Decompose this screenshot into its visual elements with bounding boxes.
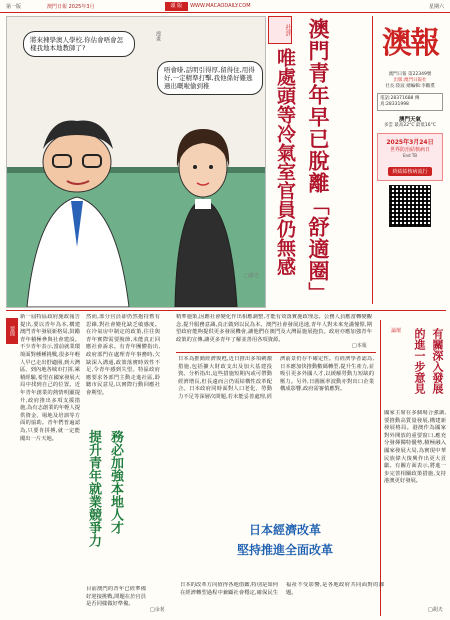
side-headline-1: 提升青年就業競爭力 — [86, 430, 101, 547]
newspaper-logo: 澳報 — [382, 26, 438, 61]
article-column-2: 然而,部分官員卻仍然抱持舊有思維,對社會變化缺乏敏感度。在冷氣房中制定的政策,往往與青年實際需要脫節,未能真正回應社會訴求。有青年團體指出,政府部門在處理青年事務時,欠缺深入溝通,政策落實時效性不足,令青年感到失望。特區政府應要求各部門主動走進社區,聆聽市民意見,以實際行動回應社會期望。 — [86, 314, 160, 396]
site-url: WWW.MACAODAILY.COM — [190, 3, 251, 9]
column-divider — [380, 320, 381, 616]
masthead-editors: 社長:陸波 總編輯:李鵬翥 — [385, 84, 435, 89]
qr-code-icon[interactable] — [389, 185, 431, 227]
forum-logo: 論壇 — [390, 328, 401, 334]
tb-day-promo — [377, 133, 443, 181]
editorial-cartoon — [6, 16, 266, 308]
promo-title: 世界防治結核病日 — [389, 147, 430, 153]
bottom-headline-line-1: 日本經濟改革 — [248, 523, 321, 537]
article-japan-cont: 日本的改革方向值得各地借鑑,特別是如何在經濟轉型過程中兼顧社會穩定,確保民生福祉不受影響,是各地政府共同面對的課題。 — [180, 582, 384, 596]
promo-date: 2025年3月24日 — [386, 139, 434, 146]
article-column-4: 精準施策,因應社會變化作出相應調整,才能有效落實施政理念。公務人員應當轉變觀念,提升服務意識,真正做到以民為本。澳門社會發展迅速,青年人對未來充滿憧憬,期望政府能夠提供更多發展機會,讓他們在澳門及大灣區施展抱負。政府亦應加強青年政策的宣傳,讓更多青年了解並善用各項資源。 — [176, 314, 372, 343]
article-column-2-cont: 目前澳門的青年已經準備好迎接挑戰,問題在於官員是否同樣做好準備。 — [86, 586, 146, 608]
speech-bubble-left: 將來揀學澳人學校,你估會唔會怎樣我地本地教師了? — [23, 31, 135, 57]
byline-1: □余茗 — [150, 607, 165, 613]
main-headline — [268, 16, 368, 316]
horizontal-divider — [6, 310, 446, 311]
top-strip — [0, 0, 450, 13]
byline-2: □本報 — [352, 343, 367, 349]
right-headline: 有關深入發展的進一步意見 — [413, 328, 444, 394]
speech-bubble-right: 唔會啩,話明引得厚,留得住,用得好,一定精準打擊,我他係好難逃過出嘅啦偷到稚 — [157, 61, 263, 95]
headline-line-1: 澳門青年早已脫離「舒適圈」 — [306, 18, 331, 304]
article-right: 國家主席在多個場合強調,要推動高質量發展,構建新發展格局。港澳作為國家對外開放的重要窗口,應充分發揮獨特優勢,積極融入國家發展大局,為實現中華民族偉大復興作出更大貢獻。有關方面表示,將進一步完善相關政策措施,支持港澳更好發展。 — [384, 410, 446, 485]
weather-text: 多雲 最高22°C 最低16°C — [383, 123, 437, 128]
bottom-headline-line-2: 堅持推進全面改革 — [236, 543, 333, 557]
promo-button[interactable]: 終結結核病流行 — [388, 167, 431, 176]
promo-sub: End TB — [402, 153, 418, 158]
masthead-contact: 電話:28371688 傳真:28331998 — [377, 93, 443, 111]
article-column-1: 新一屆特區政府施政報告提出,要以青年為本,構建澳門青年發展新格局,鼓勵青年積極參與社會建設。不少青年表示,當前就業環境面對種種挑戰,很多年輕人早已走出舒適圈,到大灣區、到內地各城市打拼,累積經驗,希望在國家發展大局中找到自己的位置。近年青年創業的熱情明顯提升,政府推出多項支援措施,為有志創業的年輕人提供資金、場地及培訓等方面的協助。青年們普遍認為,只要肯拼搏,就一定能闖出一片天地。 — [20, 314, 80, 442]
page-label: 第一版 — [6, 3, 22, 10]
section-label: 頭 版 — [165, 2, 189, 11]
headline-line-2: 唯處頭等冷氣室官員仍無感 — [274, 48, 296, 276]
column-tag: 要聞 — [6, 318, 18, 344]
masthead-issue: 澳門日報 第22349號 — [388, 72, 432, 77]
weekday: 星期六 — [428, 3, 444, 10]
bottom-headline — [190, 522, 380, 558]
cartoon-signature: □歐光 — [244, 273, 259, 279]
byline-3: □胡夫 — [428, 607, 443, 613]
masthead — [372, 16, 447, 304]
top-date: 澳門日報 2025年3月 — [47, 3, 95, 10]
editorial-tag: 社評 — [268, 16, 292, 44]
masthead-publisher: 出版:澳門日報社 — [393, 78, 427, 83]
cartoon-label: 漫畫 — [155, 31, 161, 41]
side-headline-2: 務必加強本地人才 — [108, 430, 123, 534]
article-japan: 日本為推動經濟復甦,近日推出多項刺激措施,包括擴大財政支出及加大基建投資。分析指出,這些措施短期內或可帶動經濟增長,但長遠而言仍需結構性改革配合。日本政府同時面對人口老化、勞動力不足等深層次問題,若未能妥善處理,經濟前景仍存不確定性。有經濟學者認為,日本應加快推動數碼轉型,提升生產力,並吸引更多外國人才,以緩解勞動力短缺的壓力。另外,日圓匯率波動亦對出口企業構成影響,政府需審慎應對。 — [178, 356, 374, 400]
section-divider — [176, 352, 376, 353]
weather-title: 澳門天氣 — [398, 117, 421, 123]
